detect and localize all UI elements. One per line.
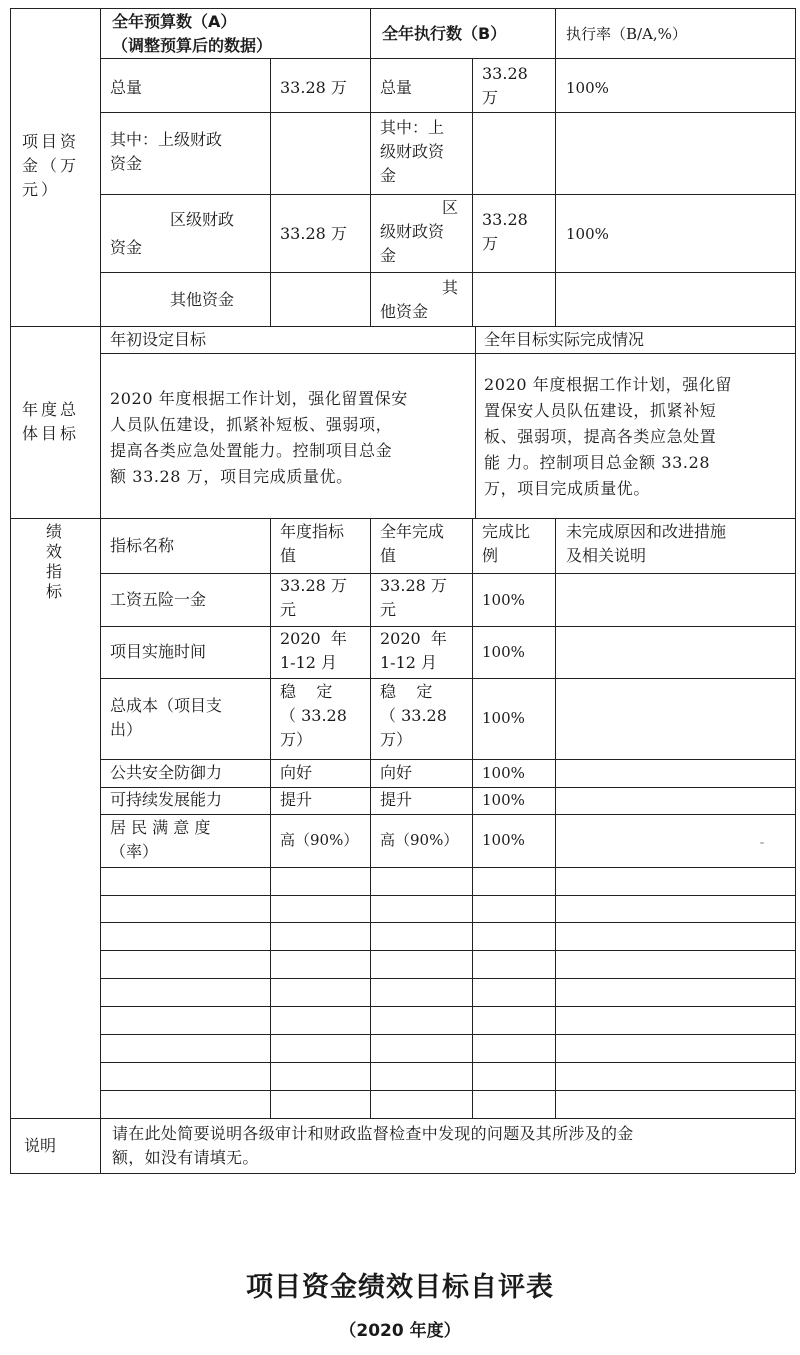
other-label-b-line2: 他资金 (380, 302, 429, 321)
ind-row-4-name: 公共安全防御力 (110, 763, 223, 782)
actual-goal-header: 全年目标实际完成情况 (484, 330, 645, 349)
ind-header-target: 年度指标 值 (280, 522, 345, 565)
ind-row-3-actual: 稳 定 （ 33.28 万） (380, 682, 447, 749)
district-value-b: 33.28 万 (482, 210, 528, 253)
rule-ind-reason (555, 518, 556, 1118)
ind-row-2-actual: 2020 年 1-12 月 (380, 629, 447, 672)
initial-goal-text: 2020 年度根据工作计划，强化留置保安 人员队伍建设，抓紧补短板、强弱项， 提高各类应急处置能力。控制项目总金 额 33.28 万，项目完成质量优。 (110, 389, 408, 486)
rate-header: 执行率（B/A,%） (566, 25, 687, 43)
actual-goal-text: 2020 年度根据工作计划，强化留 置保安人员队伍建设，抓紧补短 板、强弱项，提高各类应急处置 能 力。控制项目总金额 33.28 万，项目完成质量优。 (484, 375, 733, 498)
ind-row-2-name: 项目实施时间 (110, 642, 207, 661)
ind-row-5-target: 提升 (280, 790, 313, 809)
ind-row-5-ratio: 100% (482, 791, 525, 809)
district-label-b-rest: 级财政资 金 (380, 222, 445, 265)
district-label-a-line1: 区级财政 (170, 210, 235, 229)
rule-funds-b-value (472, 58, 473, 326)
note-label: 说明 (24, 1136, 57, 1155)
other-label-b-line1: 其 (442, 278, 459, 297)
rule-empty-1 (100, 895, 795, 896)
ind-header-reason: 未完成原因和改进措施 及相关说明 (566, 522, 727, 565)
rule-goals-bottom (10, 518, 795, 519)
ind-row-6-target: 高（90%） (280, 831, 359, 849)
ind-row-1-name: 工资五险一金 (110, 590, 207, 609)
district-label-b-line1: 区 (442, 198, 459, 217)
rule-goals-header (100, 353, 795, 354)
budget-header-line1: 全年预算数（A） (112, 12, 237, 31)
district-rate: 100% (566, 225, 609, 243)
other-label-a: 其他资金 (170, 290, 235, 309)
rule-empty-5 (100, 1006, 795, 1007)
funds-row-label: 项目资 金（万 元） (22, 132, 80, 199)
rule-empty-4 (100, 978, 795, 979)
ind-row-2-target: 2020 年 1-12 月 (280, 629, 347, 672)
rule-empty-3 (100, 950, 795, 951)
indicators-row-label: 绩 效 指 标 (46, 522, 63, 601)
ind-row-6-actual: 高（90%） (380, 831, 459, 849)
initial-goal-header: 年初设定目标 (110, 330, 207, 349)
ind-header-name: 指标名称 (110, 536, 175, 555)
ind-row-1-actual: 33.28 万 元 (380, 576, 447, 619)
rule-empty-8 (100, 1090, 795, 1091)
rule-right (795, 8, 796, 1173)
rule-funds-header (100, 58, 795, 59)
ind-row-3-target: 稳 定 （ 33.28 万） (280, 682, 347, 749)
rule-ind-actual (370, 518, 371, 1118)
ind-row-4-ratio: 100% (482, 764, 525, 782)
ind-row-6-name: 居 民 满 意 度 （率） (110, 818, 211, 861)
page-subtitle: （2020 年度） (339, 1321, 461, 1341)
rule-funds-upper (100, 194, 795, 195)
rule-left (10, 8, 11, 1173)
ind-row-5-name: 可持续发展能力 (110, 790, 223, 809)
ind-row-5-actual: 提升 (380, 790, 413, 809)
budget-header-line2: （调整预算后的数据） (112, 36, 273, 55)
ind-header-ratio: 完成比 例 (482, 522, 531, 565)
total-rate: 100% (566, 79, 609, 97)
ind-row-4-target: 向好 (280, 763, 313, 782)
rule-ind-ratio (472, 518, 473, 1118)
ind-row-4-actual: 向好 (380, 763, 413, 782)
rule-funds-total (100, 112, 795, 113)
upper-label-a: 其中：上级财政 资金 (110, 130, 223, 173)
total-label-a: 总量 (110, 78, 143, 97)
ind-header-actual: 全年完成 值 (380, 522, 445, 565)
rule-empty-7 (100, 1062, 795, 1063)
rule-ind-6 (100, 867, 795, 868)
rule-funds-district (100, 272, 795, 273)
rule-funds-rate (555, 8, 556, 326)
ind-row-3-ratio: 100% (482, 709, 525, 727)
upper-label-b: 其中：上 级财政资 金 (380, 118, 445, 185)
rule-funds-bottom (10, 326, 795, 327)
page-title: 项目资金绩效目标自评表 (246, 1272, 554, 1303)
rule-top (10, 8, 795, 9)
ind-row-3-name: 总成本（项目支 出） (110, 696, 223, 739)
rule-ind-2 (100, 678, 795, 679)
rule-ind-5 (100, 814, 795, 815)
rule-ind-target (270, 518, 271, 1118)
ind-row-1-ratio: 100% (482, 591, 525, 609)
rule-funds-a-value (270, 58, 271, 326)
rule-ind-1 (100, 626, 795, 627)
rule-label-col (100, 8, 101, 1173)
execution-header: 全年执行数（B） (382, 24, 507, 43)
rule-ind-header (100, 573, 795, 574)
note-text: 请在此处简要说明各级审计和财政监督检查中发现的问题及其所涉及的金 额，如没有请填无。 (112, 1124, 634, 1167)
total-value-b: 33.28 万 (482, 64, 528, 107)
goals-row-label: 年度总 体目标 (22, 400, 80, 443)
rule-empty-6 (100, 1034, 795, 1035)
rule-funds-mid (370, 8, 371, 326)
district-value-a: 33.28 万 (280, 224, 347, 243)
rule-empty-2 (100, 922, 795, 923)
total-value-a: 33.28 万 (280, 78, 347, 97)
ind-row-6-ratio: 100% (482, 831, 525, 849)
ind-row-2-ratio: 100% (482, 643, 525, 661)
rule-ind-bottom (10, 1118, 795, 1119)
rule-ind-3 (100, 759, 795, 760)
rule-note-bottom (10, 1173, 795, 1174)
total-label-b: 总量 (380, 78, 413, 97)
rule-goals-mid (475, 326, 476, 518)
ind-row-1-target: 33.28 万 元 (280, 576, 347, 619)
district-label-a-line2: 资金 (110, 238, 143, 257)
scan-speck (760, 842, 764, 844)
